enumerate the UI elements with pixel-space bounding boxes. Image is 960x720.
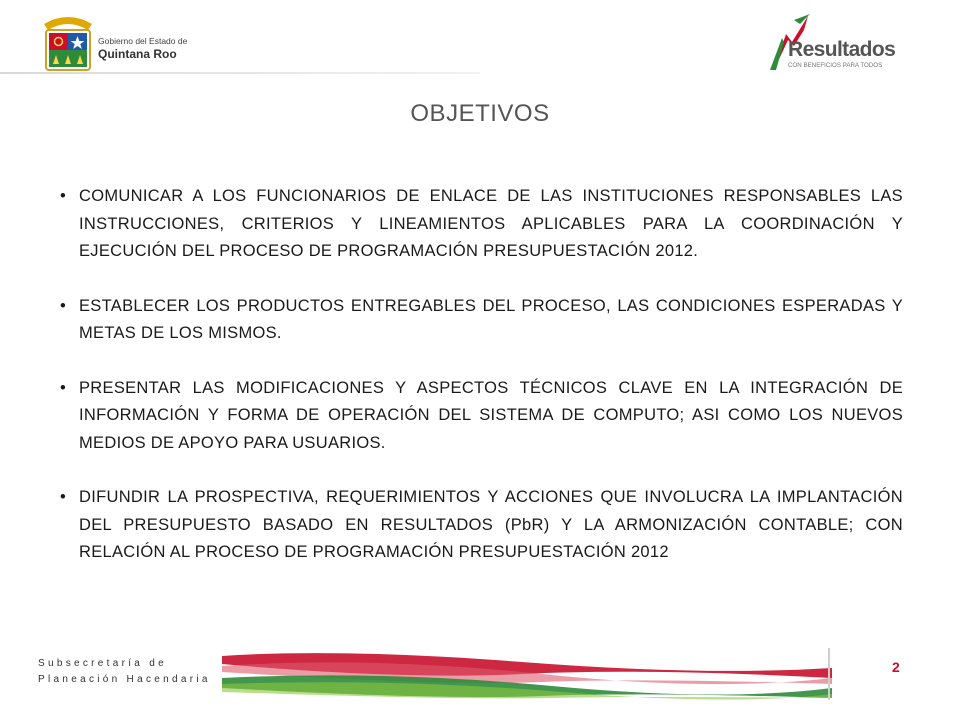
bullet-icon: • [60, 378, 67, 397]
objective-item-1 [60, 183, 903, 266]
state-crest-icon [44, 17, 92, 70]
objectives-list [60, 183, 903, 567]
objective-text: COMUNICAR A LOS FUNCIONARIOS DE ENLACE DE LAS INSTITUCIONES RESPONSABLES LAS INSTRUCCIONES, CRITERIOS Y LINEAMIENTOS APLICABLES PARA LA COORDINACIÓN Y EJECUCIÓN DEL PROCESO DE PROGRAMACIÓN PRESUPUESTACIÓN 2012. [79, 187, 903, 260]
objective-text: PRESENTAR LAS MODIFICACIONES Y ASPECTOS TÉCNICOS CLAVE EN LA INTEGRACIÓN DE INFORMACIÓN Y FORMA DE OPERACIÓN DEL SISTEMA DE COMPUTO; ASI COMO LOS NUEVOS MEDIOS DE APOYO PARA USUARIOS. [79, 378, 903, 452]
footer-line2: Planeación Hacendaria [38, 674, 211, 685]
left-logo-line2: Quintana Roo [98, 47, 177, 61]
left-logo-line1: Gobierno del Estado de [98, 36, 188, 46]
gobierno-quintana-roo-logo [40, 10, 210, 74]
objective-text: DIFUNDIR LA PROSPECTIVA, REQUERIMIENTOS Y ACCIONES QUE INVOLUCRA LA IMPLANTACIÓN DEL PRESUPUESTO BASADO EN RESULTADOS (PbR) Y LA ARMONIZACIÓN CONTABLE; CON RELACIÓN AL PROCESO DE PROGRAMACIÓN PRESUPUESTACIÓN 2012 [79, 488, 903, 561]
header-divider [0, 72, 480, 74]
slide-title: OBJETIVOS [410, 100, 550, 127]
objective-text: ESTABLECER LOS PRODUCTOS ENTREGABLES DEL PROCESO, LAS CONDICIONES ESPERADAS Y METAS DE LOS MISMOS. [79, 296, 903, 342]
bullet-icon: • [60, 296, 67, 315]
bullet-icon: • [60, 488, 67, 506]
objective-item-2 [60, 293, 903, 348]
resultados-wordmark: Resultados [788, 38, 896, 61]
objective-item-4 [60, 484, 903, 567]
footer-wave-decoration [222, 648, 832, 700]
footer-department [38, 656, 218, 688]
bullet-icon: • [60, 187, 67, 205]
footer-line1: Subsecretaría de [38, 658, 167, 669]
resultados-logo [764, 12, 904, 72]
footer-divider [828, 648, 830, 700]
resultados-tagline: CON BENEFICIOS PARA TODOS [788, 62, 883, 69]
page-number: 2 [892, 659, 900, 675]
objective-item-3 [60, 375, 903, 458]
